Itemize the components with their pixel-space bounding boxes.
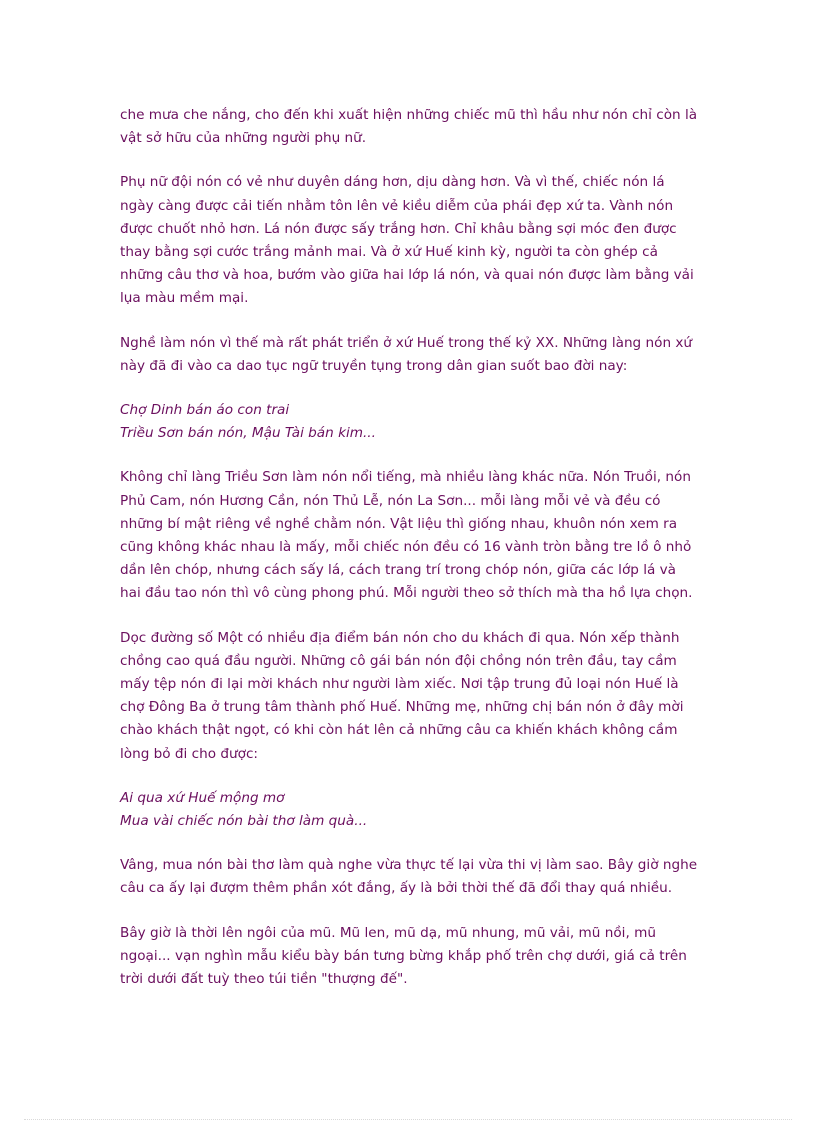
verse-2-line-2: Mua vài chiếc nón bài thơ làm quà... <box>120 813 368 830</box>
paragraph-2: Phụ nữ đội nón có vẻ như duyên dáng hơn, dịu dàng hơn. Và vì thế, chiếc nón lá ngày càng được cải tiến nhằm tôn lên vẻ kiều diễm của phái đẹp xứ ta. Vành nón được chuốt nhỏ hơn. Lá nón được sấy trắng hơn. Chỉ khâu bằng sợi móc đen được thay bằng sợi cước trắng mảnh mai. Và ở xứ Huế kinh kỳ, người ta còn ghép cả những câu thơ và hoa, bướm vào giữa hai lớp lá nón, và quai nón được làm bằng vải lụa màu mềm mại. <box>120 174 694 307</box>
verse-1-line-1: Chợ Dinh bán áo con trai <box>120 402 290 419</box>
paragraph-5: Dọc đường số Một có nhiều địa điểm bán nón cho du khách đi qua. Nón xếp thành chồng cao quá đầu người. Những cô gái bán nón đội chồng nón trên đầu, tay cầm mấy tệp nón đi lại mời khách như người làm xiếc. Nơi tập trung đủ loại nón Huế là chợ Đông Ba ở trung tâm thành phố Huế. Những mẹ, những chị bán nón ở đây mời chào khách thật ngọt, có khi còn hát lên cả những câu ca khiến khách không cầm lòng bỏ đi cho được: <box>120 629 684 762</box>
document-body <box>120 104 700 991</box>
verse-1-line-2: Triều Sơn bán nón, Mậu Tài bán kim... <box>120 425 376 442</box>
paragraph-3: Nghề làm nón vì thế mà rất phát triển ở xứ Huế trong thế kỷ XX. Những làng nón xứ này đã đi vào ca dao tục ngữ truyền tụng trong dân gian suốt bao đời nay: <box>120 334 693 374</box>
paragraph-7: Bây giờ là thời lên ngôi của mũ. Mũ len, mũ dạ, mũ nhung, mũ vải, mũ nồi, mũ ngoại... vạn nghìn mẫu kiểu bày bán tưng bừng khắp phố trên chợ dưới, giá cả trên trời dưới đất tuỳ theo túi tiền "thượng đế". <box>120 924 687 988</box>
footer-divider <box>24 1119 792 1120</box>
verse-1 <box>120 399 700 445</box>
paragraph-4: Không chỉ làng Triều Sơn làm nón nổi tiếng, mà nhiều làng khác nữa. Nón Truồi, nón Phủ Cam, nón Hương Cần, nón Thủ Lễ, nón La Sơn... mỗi làng mỗi vẻ và đều có những bí mật riêng về nghề chằm nón. Vật liệu thì giống nhau, khuôn nón xem ra cũng không khác nhau là mấy, mỗi chiếc nón đều có 16 vành tròn bằng tre lồ ô nhỏ dần lên chóp, nhưng cách sấy lá, cách trang trí trong chóp nón, giữa các lớp lá và hai đầu tao nón thì vô cùng phong phú. Mỗi người theo sở thích mà tha hồ lựa chọn. <box>120 469 693 602</box>
verse-2 <box>120 787 700 833</box>
paragraph-6: Vâng, mua nón bài thơ làm quà nghe vừa thực tế lại vừa thi vị làm sao. Bây giờ nghe câu ca ấy lại đượm thêm phần xót đắng, ấy là bởi thời thế đã đổi thay quá nhiều. <box>120 857 698 897</box>
verse-2-line-1: Ai qua xứ Huế mộng mơ <box>120 789 285 806</box>
paragraph-1: che mưa che nắng, cho đến khi xuất hiện những chiếc mũ thì hầu như nón chỉ còn là vật sở hữu của những người phụ nữ. <box>120 107 698 147</box>
